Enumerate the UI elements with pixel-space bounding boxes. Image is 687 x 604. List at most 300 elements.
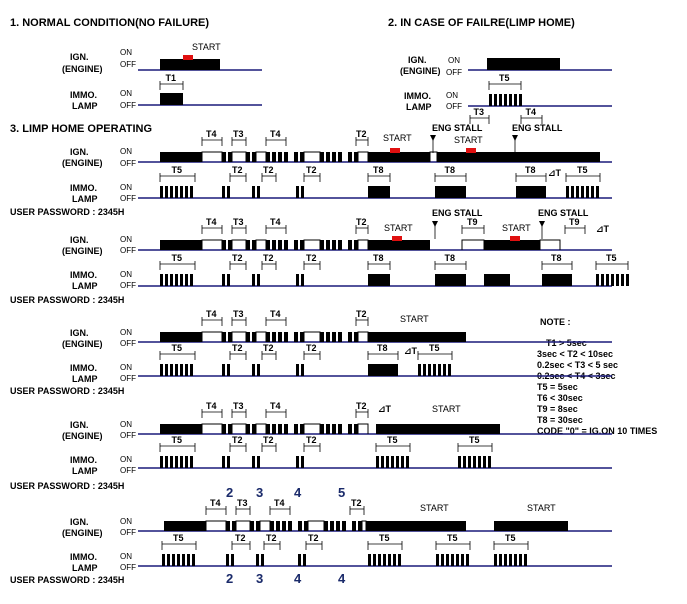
signal-pulse (300, 152, 304, 162)
signal-pulse (332, 424, 336, 434)
signal-pulse (320, 240, 324, 250)
signal-pulse (320, 424, 324, 434)
signal-pulse (246, 424, 250, 434)
off-label: OFF (120, 281, 136, 290)
signal-pulse (257, 274, 260, 286)
signal-pulse (298, 521, 302, 531)
signal-high-level (236, 521, 250, 531)
signal-pulse (519, 94, 522, 106)
timing-label: T5 (505, 533, 516, 543)
timing-label: T9 (467, 217, 478, 227)
signal-pulse (473, 456, 476, 468)
signal-pulse (368, 186, 390, 198)
signal-pulse (300, 424, 304, 434)
signal-pulse (222, 364, 225, 376)
signal-high-level (256, 424, 266, 434)
timing-label: T5 (379, 533, 390, 543)
signal-pulse (180, 456, 183, 468)
timing-label: START (192, 42, 221, 52)
signal-pulse (278, 332, 282, 342)
timing-label: START (400, 314, 429, 324)
signal-pulse (175, 186, 178, 198)
signal-pulse (276, 521, 280, 531)
signal-pulse (294, 240, 298, 250)
on-label: ON (120, 89, 132, 98)
timing-label: T2 (235, 533, 246, 543)
signal-pulse (172, 554, 175, 566)
signal-pulse (257, 456, 260, 468)
signal-pulse (160, 424, 202, 434)
lamp-label: LAMP (72, 374, 98, 384)
signal-pulse (296, 364, 299, 376)
signal-pulse (190, 274, 193, 286)
off-label: OFF (120, 563, 136, 572)
signal-pulse (175, 274, 178, 286)
timing-label: T5 (606, 253, 617, 263)
signal-pulse (448, 364, 451, 376)
timing-label: T2 (266, 533, 277, 543)
signal-pulse (489, 94, 492, 106)
timing-label: T5 (173, 533, 184, 543)
signal-pulse (441, 554, 444, 566)
signal-high-level (232, 152, 246, 162)
timing-label: T2 (356, 129, 367, 139)
signal-pulse (160, 364, 163, 376)
signal-high-level (304, 240, 320, 250)
timing-label: T2 (306, 253, 317, 263)
signal-pulse (591, 186, 594, 198)
timing-label: T9 (569, 217, 580, 227)
signal-pulse (272, 424, 276, 434)
signal-pulse (160, 274, 163, 286)
signal-pulse (436, 554, 439, 566)
signal-pulse (266, 332, 270, 342)
timing-label: ENG STALL (432, 123, 483, 133)
timing-label: ⊿T (548, 168, 562, 178)
user-password: USER PASSWORD : 2345H (10, 386, 125, 396)
signal-pulse (257, 186, 260, 198)
signal-pulse (231, 554, 234, 566)
timing-label: T3 (233, 217, 244, 227)
signal-pulse (484, 274, 510, 286)
timing-label: T5 (387, 435, 398, 445)
signal-pulse (443, 364, 446, 376)
signal-high-level (232, 240, 246, 250)
signal-pulse (296, 186, 299, 198)
timing-label: START (454, 135, 483, 145)
signal-pulse (246, 240, 250, 250)
signal-pulse (478, 456, 481, 468)
signal-pulse (386, 456, 389, 468)
signal-pulse (164, 521, 206, 531)
code-digit-bottom: 2 (226, 571, 234, 586)
note-line: 0.2sec < T4 < 3sec (537, 371, 616, 381)
signal-pulse (504, 554, 507, 566)
signal-pulse (368, 364, 398, 376)
signal-pulse (175, 456, 178, 468)
timing-label: T4 (206, 217, 217, 227)
signal-pulse (396, 456, 399, 468)
signal-pulse (182, 554, 185, 566)
signal-pulse (300, 332, 304, 342)
code-digit-top: 3 (256, 485, 264, 500)
signal-pulse (383, 554, 386, 566)
off-label: OFF (120, 60, 136, 69)
timing-label: T2 (351, 498, 362, 508)
signal-pulse (514, 554, 517, 566)
signal-pulse (373, 554, 376, 566)
timing-label: T8 (373, 165, 384, 175)
signal-pulse (228, 332, 232, 342)
timing-label: T5 (171, 165, 183, 175)
signal-pulse (388, 554, 391, 566)
signal-high-level (202, 152, 222, 162)
off-label: OFF (120, 339, 136, 348)
signal-pulse (296, 456, 299, 468)
signal-pulse (435, 186, 466, 198)
signal-pulse (252, 186, 255, 198)
timing-label: T2 (232, 435, 243, 445)
signal-pulse (368, 554, 371, 566)
signal-high-level (362, 521, 366, 531)
signal-pulse (298, 554, 301, 566)
signal-pulse (381, 456, 384, 468)
ign-engine-label: (ENGINE) (400, 66, 441, 76)
timing-label: ENG STALL (432, 208, 483, 218)
signal-pulse (433, 364, 436, 376)
signal-pulse (294, 332, 298, 342)
signal-pulse (576, 186, 579, 198)
signal-pulse (170, 186, 173, 198)
signal-pulse (160, 59, 220, 70)
signal-pulse (252, 424, 256, 434)
signal-pulse (606, 274, 609, 286)
signal-pulse (284, 332, 288, 342)
signal-pulse (398, 554, 401, 566)
signal-pulse (160, 186, 163, 198)
signal-pulse (368, 240, 430, 250)
on-label: ON (448, 56, 460, 65)
signal-pulse (368, 332, 466, 342)
signal-pulse (468, 456, 471, 468)
signal-pulse (332, 152, 336, 162)
signal-pulse (451, 554, 454, 566)
signal-pulse (326, 332, 330, 342)
signal-high-level (232, 332, 246, 342)
signal-pulse (338, 152, 342, 162)
signal-pulse (272, 240, 276, 250)
ign-label: IGN. (70, 52, 89, 62)
timing-label: START (383, 133, 412, 143)
note-line: 3sec < T2 < 10sec (537, 349, 614, 359)
on-label: ON (120, 183, 132, 192)
signal-pulse (266, 424, 270, 434)
signal-pulse (228, 152, 232, 162)
signal-pulse (342, 521, 346, 531)
signal-high-level (358, 332, 368, 342)
signal-pulse (226, 554, 229, 566)
on-label: ON (120, 517, 132, 526)
lamp-label: LAMP (72, 101, 98, 111)
signal-pulse (282, 521, 286, 531)
immo-label: IMMO. (70, 363, 97, 373)
signal-pulse (257, 364, 260, 376)
signal-pulse (504, 94, 507, 106)
signal-pulse (185, 456, 188, 468)
signal-pulse (378, 554, 381, 566)
timing-label: T5 (447, 533, 458, 543)
signal-pulse (300, 240, 304, 250)
signal-pulse (484, 240, 540, 250)
note-line: CODE "0" = IG.ON 10 TIMES (537, 426, 658, 436)
signal-pulse (252, 240, 256, 250)
signal-pulse (272, 152, 276, 162)
signal-pulse (304, 521, 308, 531)
on-label: ON (120, 455, 132, 464)
ign-engine-label: (ENGINE) (62, 246, 103, 256)
signal-high-level (206, 521, 226, 531)
code-digit-bottom: 3 (256, 571, 264, 586)
signal-pulse (458, 456, 461, 468)
signal-pulse (596, 186, 599, 198)
timing-label: T8 (444, 253, 456, 263)
signal-pulse (160, 152, 202, 162)
signal-pulse (499, 554, 502, 566)
signal-pulse (393, 554, 396, 566)
timing-label: T3 (473, 107, 485, 117)
note-line: 0.2sec < T3 < 5 sec (537, 360, 619, 370)
ign-label: IGN. (70, 517, 89, 527)
off-label: OFF (446, 68, 462, 77)
user-password: USER PASSWORD : 2345H (10, 207, 125, 217)
signal-pulse (165, 274, 168, 286)
lamp-label: LAMP (72, 563, 98, 573)
signal-pulse (190, 186, 193, 198)
on-label: ON (120, 147, 132, 156)
signal-pulse (626, 274, 629, 286)
signal-pulse (376, 456, 379, 468)
signal-pulse (338, 332, 342, 342)
timing-label: T4 (270, 309, 281, 319)
signal-pulse (596, 274, 599, 286)
start-marker (390, 148, 400, 153)
timing-label: T4 (525, 107, 537, 117)
signal-pulse (499, 94, 502, 106)
signal-high-level (358, 424, 368, 434)
timing-label: T4 (206, 401, 217, 411)
signal-pulse (391, 456, 394, 468)
signal-pulse (266, 152, 270, 162)
signal-high-level (358, 240, 368, 250)
off-label: OFF (120, 431, 136, 440)
timing-label: T4 (206, 309, 217, 319)
user-password: USER PASSWORD : 2345H (10, 481, 125, 491)
signal-pulse (252, 364, 255, 376)
timing-label: ⊿T (404, 346, 418, 356)
ign-label: IGN. (70, 235, 89, 245)
immo-label: IMMO. (70, 270, 97, 280)
signal-high-level (540, 240, 560, 250)
timing-label: T4 (274, 498, 285, 508)
ign-engine-label: (ENGINE) (62, 431, 103, 441)
note-line: T5 = 5sec (537, 382, 578, 392)
signal-high-level (358, 152, 368, 162)
start-marker (466, 148, 476, 153)
signal-pulse (187, 554, 190, 566)
signal-pulse (487, 58, 560, 70)
note-line: T6 < 30sec (537, 393, 583, 403)
timing-label: T2 (232, 253, 243, 263)
timing-label: T4 (206, 129, 217, 139)
off-label: OFF (120, 159, 136, 168)
signal-pulse (348, 240, 352, 250)
timing-label: T5 (171, 435, 183, 445)
signal-pulse (222, 424, 226, 434)
note-title: NOTE : (540, 317, 571, 327)
timing-label: T2 (263, 435, 274, 445)
heading-limp-home-operating: 3. LIMP HOME OPERATING (10, 123, 152, 135)
on-label: ON (120, 48, 132, 57)
timing-label: ENG STALL (538, 208, 589, 218)
signal-pulse (170, 364, 173, 376)
timing-label: T1 (165, 73, 177, 83)
signal-pulse (222, 186, 225, 198)
signal-pulse (326, 152, 330, 162)
signal-pulse (266, 240, 270, 250)
signal-pulse (167, 554, 170, 566)
ign-engine-label: (ENGINE) (62, 339, 103, 349)
signal-pulse (621, 274, 624, 286)
signal-pulse (509, 94, 512, 106)
note-line: T1 > 5sec (546, 338, 587, 348)
signal-high-level (304, 332, 320, 342)
signal-high-level (304, 152, 320, 162)
ign-engine-label: (ENGINE) (62, 64, 103, 74)
signal-pulse (160, 456, 163, 468)
signal-pulse (227, 364, 230, 376)
signal-pulse (180, 364, 183, 376)
signal-pulse (488, 456, 491, 468)
timing-label: T3 (237, 498, 248, 508)
signal-pulse (232, 521, 236, 531)
code-digit-top: 4 (294, 485, 302, 500)
signal-pulse (354, 152, 358, 162)
off-label: OFF (120, 466, 136, 475)
signal-high-level (256, 240, 266, 250)
timing-label: T4 (270, 129, 281, 139)
immo-label: IMMO. (70, 455, 97, 465)
signal-pulse (519, 554, 522, 566)
signal-pulse (348, 332, 352, 342)
signal-pulse (222, 152, 226, 162)
signal-pulse (278, 152, 282, 162)
signal-pulse (252, 456, 255, 468)
signal-pulse (165, 364, 168, 376)
signal-pulse (256, 554, 259, 566)
signal-pulse (330, 521, 334, 531)
signal-pulse (509, 554, 512, 566)
signal-pulse (301, 364, 304, 376)
on-label: ON (120, 363, 132, 372)
signal-pulse (616, 274, 619, 286)
signal-pulse (586, 186, 589, 198)
timing-label: T2 (356, 401, 367, 411)
signal-pulse (246, 152, 250, 162)
signal-pulse (428, 364, 431, 376)
timing-label: T5 (577, 165, 588, 175)
timing-label: T3 (233, 401, 244, 411)
timing-label: T2 (306, 343, 317, 353)
timing-label: T4 (210, 498, 221, 508)
on-label: ON (120, 328, 132, 337)
signal-pulse (222, 456, 225, 468)
signal-pulse (324, 521, 328, 531)
timing-label: T2 (356, 217, 367, 227)
signal-pulse (270, 521, 274, 531)
on-label: ON (446, 91, 458, 100)
signal-high-level (430, 152, 437, 162)
signal-pulse (190, 364, 193, 376)
signal-pulse (354, 424, 358, 434)
timing-label: T2 (356, 309, 367, 319)
signal-pulse (524, 554, 527, 566)
signal-pulse (227, 456, 230, 468)
timing-label: T2 (232, 343, 243, 353)
signal-pulse (175, 364, 178, 376)
ign-label: IGN. (70, 328, 89, 338)
signal-pulse (611, 274, 614, 286)
signal-pulse (256, 521, 260, 531)
signal-pulse (222, 240, 226, 250)
signal-pulse (165, 456, 168, 468)
signal-high-level (256, 332, 266, 342)
signal-pulse (336, 521, 340, 531)
signal-pulse (252, 152, 256, 162)
signal-pulse (332, 240, 336, 250)
ign-engine-label: (ENGINE) (62, 528, 103, 538)
signal-pulse (466, 554, 469, 566)
signal-pulse (170, 274, 173, 286)
signal-pulse (376, 424, 500, 434)
signal-pulse (406, 456, 409, 468)
signal-pulse (294, 424, 298, 434)
signal-high-level (260, 521, 270, 531)
signal-pulse (301, 186, 304, 198)
note-line: T9 = 8sec (537, 404, 578, 414)
signal-high-level (202, 240, 222, 250)
on-label: ON (120, 270, 132, 279)
immo-label: IMMO. (70, 552, 97, 562)
signal-pulse (170, 456, 173, 468)
signal-pulse (272, 332, 276, 342)
signal-pulse (252, 274, 255, 286)
signal-pulse (401, 456, 404, 468)
signal-pulse (326, 424, 330, 434)
signal-pulse (483, 456, 486, 468)
ign-label: IGN. (70, 147, 89, 157)
signal-pulse (566, 186, 569, 198)
signal-pulse (278, 424, 282, 434)
signal-pulse (438, 364, 441, 376)
code-digit-bottom: 4 (294, 571, 302, 586)
lamp-label: LAMP (72, 281, 98, 291)
signal-pulse (284, 240, 288, 250)
signal-pulse (601, 274, 604, 286)
timing-label: START (384, 223, 413, 233)
immo-label: IMMO. (404, 91, 431, 101)
signal-pulse (160, 240, 202, 250)
ign-label: IGN. (408, 55, 427, 65)
